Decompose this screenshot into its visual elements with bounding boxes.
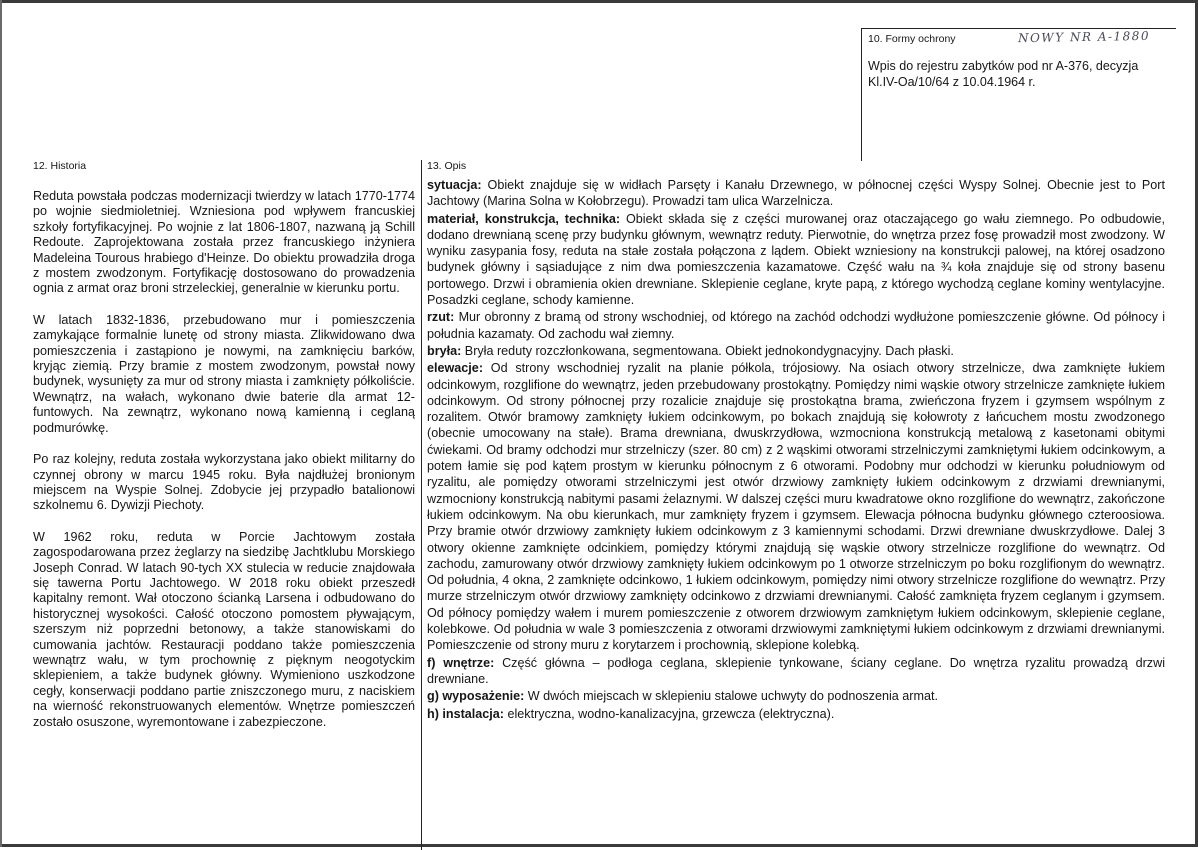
handwritten-note: NOWY NR A-1880 bbox=[1017, 28, 1151, 46]
description-item-plan bbox=[427, 309, 1165, 342]
description-item-installation bbox=[427, 706, 1165, 722]
item-label: sytuacja: bbox=[427, 178, 482, 192]
section-13-heading: 13. Opis bbox=[427, 160, 467, 172]
item-text: W dwóch miejscach w sklepieniu stalowe uchwyty do podnoszenia armat. bbox=[524, 689, 938, 704]
description-item-interior bbox=[427, 655, 1165, 688]
column-divider bbox=[421, 160, 422, 850]
item-text: Obiekt składa się z części murowanej oraz otaczającego go wału ziemnego. Po odbudowie, dodano drewnianą scenę przy budynku głównym, wewnątrz reduty. Pierwotnie, do wnętrza przez fosę prowadził most zwodzony. W wyniku zasypania fosy, reduta na stałe została połączona z lądem. Obiekt wzniesiony na konstrukcji palowej, na której osadzono budynek główny i sąsiadujące z nim dwa pomieszczenia kazamatowe. Część wału na ¾ koła znajduje się od strony basenu portowego. Drzwi i obramienia okien drewniane. Sklepienie ceglane, kryte papą, z którego wychodzą ceglane kominy wentylacyjne. Posadzki ceglane, schody kamienne. bbox=[427, 211, 1166, 308]
description-item-situation bbox=[427, 177, 1165, 210]
item-text: Bryła reduty rozczłonkowana, segmentowana. Obiekt jednokondygnacyjny. Dach płaski. bbox=[461, 343, 954, 358]
description-item-equipment bbox=[427, 688, 1165, 704]
history-paragraph: Reduta powstała podczas modernizacji twierdzy w latach 1770-1774 po wojnie siedmioletniej. Wzniesiona pod wpływem francuskiej szkoły fortyfikacyjnej. Po wojnie z lat 1806-1807, nazwaną ją Schill Redoute. Zaprojektowana została przez francuskiego inżyniera Madeleina Tourous hrabiego d'Heinze. Do obiektu prowadziła droga z mostem zwodzonym. Fortyfikację dostosowano do prowadzenia ognia z armat oraz broni strzeleckiej, generalnie w kierunku portu. bbox=[33, 189, 415, 296]
description-item-massing bbox=[427, 343, 1165, 359]
item-label: bryła: bbox=[427, 343, 462, 358]
item-label: g) wyposażenie: bbox=[427, 689, 525, 704]
history-paragraph: W 1962 roku, reduta w Porcie Jachtowym została zagospodarowana przez żeglarzy na siedzibę Jachtklubu Morskiego Joseph Conrad. W latach 90-tych XX stulecia w reducie znajdowała się tawerna Portu Jachtowego. W 2018 roku obiekt przeszedł kapitalny remont. Wał otoczono ścianką Larsena i odbudowano do historycznej wysokości. Całość otoczono pomostem pływającym, szerszym niż poprzedni betonowy, a także stanowiskami do cumowania jachtów. Restauracji poddano także pomieszczenia wewnątrz wału, w tym prochownię z pięknym neogotyckim sklepieniem, a także budynek główny. Wymieniono uszkodzone cegły, konserwacji poddano partie zniszczonego muru, z naciskiem na wierność rekonstruowanych elementów. Wnętrze pomieszczeń zostało osuszone, wyremontowane i zabezpieczone. bbox=[33, 529, 415, 729]
section-13-description bbox=[427, 160, 1165, 723]
section-12-heading: 12. Historia bbox=[33, 160, 87, 172]
item-text: Mur obronny z bramą od strony wschodniej, od którego na zachód odchodzi wydłużone pomieszczenie główne. Od północy i południa kazamaty. Od zachodu wał ziemny. bbox=[427, 310, 1165, 341]
item-label: rzut: bbox=[427, 310, 455, 325]
section-10-heading: 10. Formy ochrony bbox=[868, 33, 956, 45]
page-edge bbox=[0, 0, 2, 847]
item-text: Część główna – podłoga ceglana, sklepienie tynkowane, ściany ceglane. Do wnętrza ryzalitu prowadzą drzwi drewniane. bbox=[427, 655, 1165, 686]
history-paragraph: W latach 1832-1836, przebudowano mur i pomieszczenia zamykające formalnie lunetę od strony miasta. Zlikwidowano dwa pomieszczenia i zastąpiono je nowymi, na zamknięciu barków, kryjąc ziemią. Przy bramie z mostem zwodzonym, powstał nowy budynek, wysunięty za mur od strony miasta i zamknięty półkoliście. Wewnątrz, na wałach, wykonano dwie baterie dla armat 12-funtowych. Na zewnątrz, wykonano nową kamienną i ceglaną podmurówkę. bbox=[33, 312, 415, 435]
section-12-history bbox=[33, 160, 415, 746]
history-paragraph: Po raz kolejny, reduta została wykorzystana jako obiekt militarny do czynnej obrony w marcu 1945 roku. Była najdłużej bronionym miejscem na Wyspie Solnej. Zdobycie jej przypadło batalionowi szkolnemu 6. Dywizji Piechoty. bbox=[33, 452, 415, 513]
item-text: Obiekt znajduje się w widłach Parsęty i Kanału Drzewnego, w północnej części Wyspy Solnej. Obecnie jest to Port Jachtowy (Marina Solna w Kołobrzegu). Prowadzi tam ulica Warzelnicza. bbox=[427, 178, 1165, 209]
item-label: h) instalacja: bbox=[427, 706, 504, 721]
item-text: Od strony wschodniej ryzalit na planie półkola, trójosiowy. Na osiach otwory strzelnicze, dwa zamknięte łukiem odcinkowym, rozglifione do wewnątrz, jeden przebudowany prostokątny. Pomiędzy nimi wąskie otwory strzelnicze zamknięte łukiem odcinkowym. Od strony północnej przy rozalicie znajduje się prostokątna brama, zwieńczona fryzem i gzymsem wspólnym z rozalitem. Otwór bramowy zamknięty łukiem odcinkowym, po bokach znajdują się kołowroty z łańcuchem mostu zwodzonego (obecnie umocowany na stałe). Brama drewniana, dwuskrzydłowa, wzmocniona konstrukcją metalową z kasetonami obitymi ćwiekami. Od bramy odchodzi mur strzelniczy (szer. 80 cm) z 2 wąskimi otworami strzelniczymi zamkniętymi łukiem odcinkowym, a potem łamie się pod kątem prostym w kierunku północnym z 6 otworami. Podobny mur odchodzi w kierunku południowym od ryzalitu, ale pomiędzy otworami strzelniczymi jest otwór drzwiowy zamknięty łukiem odcinkowym z drzwiami drewnianymi, wzmocniony konstrukcją nabitymi pasami żelaznymi. W dalszej części muru kwadratowe okno rozglifione do wewnątrz, zakończone łukiem odcinkowym. Na obu kierunkach, mur zamknięty fryzem i gzymsem. Elewacja północna budynku głównego czteroosiowa. Przy bramie otwór drzwiowy zamknięty łukiem odcinkowym z 3 kamiennymi schodami. Drzwi drewniane dwuskrzydłowe. Dalej 3 otwory okienne zamknięte odcinkiem, pomiędzy którymi znajdują się wąskie otwory strzelnicze rozglifione do wewnątrz. Od zachodu, zamurowany otwór drzwiowy zamknięty łukiem odcinkowym po 1 otworze strzelniczym po boku rozglifionym do wewnątrz. Od południa, 4 okna, 2 zamknięte odcinkowo, 1 łukiem odcinkowym, pomiędzy nimi otwory strzelnicze rozglifione do wewnątrz. Przy murze strzelniczym otwór drzwiowy zamknięty odcinkowo z drzwiami drewnianymi. Całość zamknięta fryzem ceglanym i gzymsem. Od północy pomiędzy wałem i murem pomieszczenie z otworem drzwiowym zamkniętym łukiem odcinkowym, sklepienie ceglane, kolebkowe. Od południa w wale 3 pomieszczenia z otworami drzwiowymi zamkniętymi łukiem odcinkowym z drzwiami drewnianymi. Pomieszczenie od strony muru z korytarzem i prochownią, sklepione kolebką. bbox=[427, 361, 1165, 653]
page-edge bbox=[0, 0, 1198, 3]
item-text: elektryczna, wodno-kanalizacyjna, grzewcza (elektryczna). bbox=[503, 706, 835, 721]
item-label: materiał, konstrukcja, technika: bbox=[427, 211, 621, 226]
description-item-material bbox=[427, 211, 1165, 309]
description-item-elevations bbox=[427, 360, 1165, 653]
section10-left-border bbox=[861, 28, 862, 161]
item-label: elewacje: bbox=[427, 361, 484, 376]
section-10-text: Wpis do rejestru zabytków pod nr A-376, decyzja Kl.IV-Oa/10/64 z 10.04.1964 r. bbox=[868, 59, 1139, 89]
item-label: f) wnętrze: bbox=[427, 655, 495, 670]
